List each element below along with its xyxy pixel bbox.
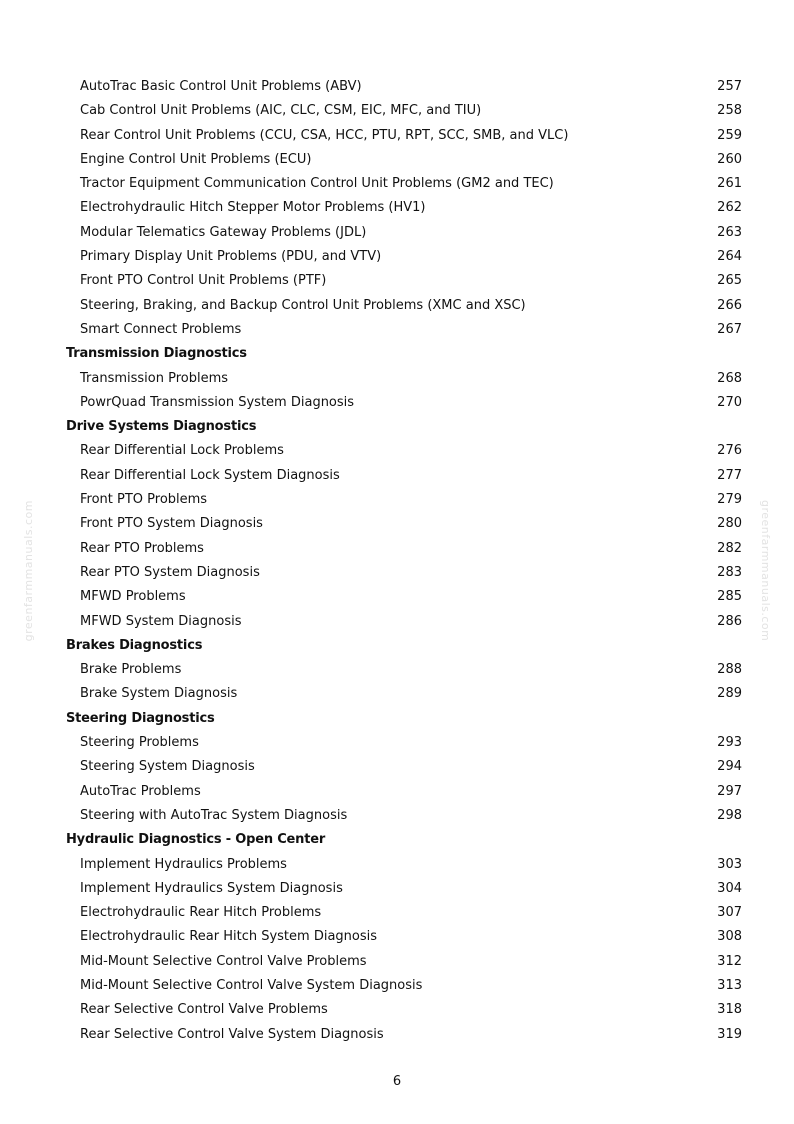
entry-title: Primary Display Unit Problems (PDU, and VTV) [80,249,382,265]
toc-section-heading [0,634,794,658]
toc-entry[interactable] [0,124,794,148]
entry-page-number: 293 [717,735,742,751]
toc-entry[interactable] [0,1023,794,1047]
entry-title: Rear Control Unit Problems (CCU, CSA, HCC, PTU, RPT, SCC, SMB, and VLC) [80,127,569,143]
entry-page-number: 257 [717,79,742,94]
entry-title: Tractor Equipment Communication Control Unit Problems (GM2 and TEC) [80,176,554,192]
toc-entry[interactable] [0,245,794,269]
entry-page-number: 263 [717,224,742,240]
entry-page-number: 285 [717,589,742,605]
entry-title: PowrQuad Transmission System Diagnosis [80,394,355,410]
entry-title: Steering with AutoTrac System Diagnosis [80,807,348,823]
toc-entry[interactable] [0,804,794,828]
toc-entry[interactable] [0,561,794,585]
entry-page-number: 261 [717,176,742,192]
entry-title: AutoTrac Basic Control Unit Problems (ABV) [80,79,362,94]
entry-title: Rear Differential Lock System Diagnosis [80,467,340,483]
entry-page-number: 283 [717,564,742,580]
entry-title: Mid-Mount Selective Control Valve Problems [80,953,367,969]
toc-entry[interactable] [0,585,794,609]
toc-entry[interactable] [0,367,794,391]
entry-title: Mid-Mount Selective Control Valve System Diagnosis [80,977,423,993]
entry-page-number: 265 [717,273,742,289]
watermark-left: greenfarmmanuals.com [22,500,35,642]
entry-page-number: 262 [717,200,742,216]
entry-page-number: 277 [717,467,742,483]
toc-entry[interactable] [0,391,794,415]
toc-entry[interactable] [0,196,794,220]
entry-page-number: 294 [717,759,742,775]
entry-title: Front PTO Problems [80,492,208,508]
toc-entry[interactable] [0,731,794,755]
entry-title: Front PTO Control Unit Problems (PTF) [80,273,327,289]
entry-page-number: 260 [717,151,742,167]
entry-page-number: 259 [717,127,742,143]
entry-title: Smart Connect Problems [80,321,242,337]
toc-entry[interactable] [0,853,794,877]
toc-section-heading [0,342,794,366]
toc-entry[interactable] [0,148,794,172]
toc-entry[interactable] [0,439,794,463]
entry-page-number: 266 [717,297,742,313]
entry-title: Rear Selective Control Valve System Diagnosis [80,1026,384,1042]
entry-title: Brake Problems [80,662,182,678]
section-title: Brakes Diagnostics [66,637,203,653]
entry-title: Steering System Diagnosis [80,759,255,775]
section-title: Hydraulic Diagnostics - Open Center [66,832,326,848]
page-number: 6 [392,1074,402,1089]
entry-page-number: 319 [717,1026,742,1042]
entry-title: Electrohydraulic Rear Hitch System Diagnosis [80,929,378,945]
toc-entry[interactable] [0,221,794,245]
toc-entry[interactable] [0,537,794,561]
toc-entry[interactable] [0,780,794,804]
entry-title: Brake System Diagnosis [80,686,238,702]
toc-entry[interactable] [0,610,794,634]
section-title: Steering Diagnostics [66,710,215,726]
entry-page-number: 308 [717,929,742,945]
entry-page-number: 282 [717,540,742,556]
entry-page-number: 303 [717,856,742,872]
entry-title: Implement Hydraulics System Diagnosis [80,880,343,896]
toc-entry[interactable] [0,925,794,949]
toc-entry[interactable] [0,682,794,706]
entry-title: Engine Control Unit Problems (ECU) [80,151,312,167]
entry-page-number: 268 [717,370,742,386]
toc-entry[interactable] [0,318,794,342]
entry-page-number: 298 [717,807,742,823]
toc-entry[interactable] [0,901,794,925]
entry-page-number: 313 [717,977,742,993]
entry-title: Steering, Braking, and Backup Control Unit Problems (XMC and XSC) [80,297,526,313]
entry-page-number: 267 [717,321,742,337]
toc-entry[interactable] [0,99,794,123]
toc-section-heading [0,828,794,852]
toc-entry[interactable] [0,512,794,536]
entry-page-number: 286 [717,613,742,629]
table-of-contents [0,75,794,1047]
toc-entry[interactable] [0,464,794,488]
entry-title: Modular Telematics Gateway Problems (JDL) [80,224,367,240]
entry-page-number: 288 [717,662,742,678]
toc-entry[interactable] [0,877,794,901]
entry-title: Steering Problems [80,735,199,751]
entry-title: Electrohydraulic Hitch Stepper Motor Problems (HV1) [80,200,426,216]
entry-page-number: 297 [717,783,742,799]
entry-page-number: 304 [717,880,742,896]
toc-entry[interactable] [0,172,794,196]
entry-page-number: 289 [717,686,742,702]
entry-page-number: 312 [717,953,742,969]
toc-entry[interactable] [0,755,794,779]
section-title: Transmission Diagnostics [66,346,247,362]
entry-page-number: 279 [717,492,742,508]
entry-page-number: 280 [717,516,742,532]
toc-entry[interactable] [0,950,794,974]
entry-page-number: 264 [717,249,742,265]
entry-page-number: 276 [717,443,742,459]
entry-title: Front PTO System Diagnosis [80,516,263,532]
entry-page-number: 258 [717,103,742,119]
toc-entry[interactable] [0,269,794,293]
toc-entry[interactable] [0,998,794,1022]
entry-title: Cab Control Unit Problems (AIC, CLC, CSM, EIC, MFC, and TIU) [80,103,482,119]
toc-section-heading [0,415,794,439]
entry-title: Rear Differential Lock Problems [80,443,284,459]
entry-page-number: 270 [717,394,742,410]
toc-entry[interactable] [0,294,794,318]
section-title: Drive Systems Diagnostics [66,419,257,435]
entry-title: Electrohydraulic Rear Hitch Problems [80,905,322,921]
entry-title: Rear PTO Problems [80,540,204,556]
entry-page-number: 307 [717,905,742,921]
entry-page-number: 318 [717,1002,742,1018]
entry-title: MFWD System Diagnosis [80,613,242,629]
toc-section-heading [0,707,794,731]
entry-title: Rear PTO System Diagnosis [80,564,260,580]
entry-title: Transmission Problems [80,370,229,386]
watermark-right: greenfarmmanuals.com [759,500,772,642]
toc-entry[interactable] [0,488,794,512]
toc-entry[interactable] [0,974,794,998]
toc-entry[interactable] [0,658,794,682]
toc-entry[interactable] [0,75,794,99]
entry-title: Rear Selective Control Valve Problems [80,1002,328,1018]
entry-title: MFWD Problems [80,589,186,605]
entry-title: AutoTrac Problems [80,783,201,799]
entry-title: Implement Hydraulics Problems [80,856,287,872]
